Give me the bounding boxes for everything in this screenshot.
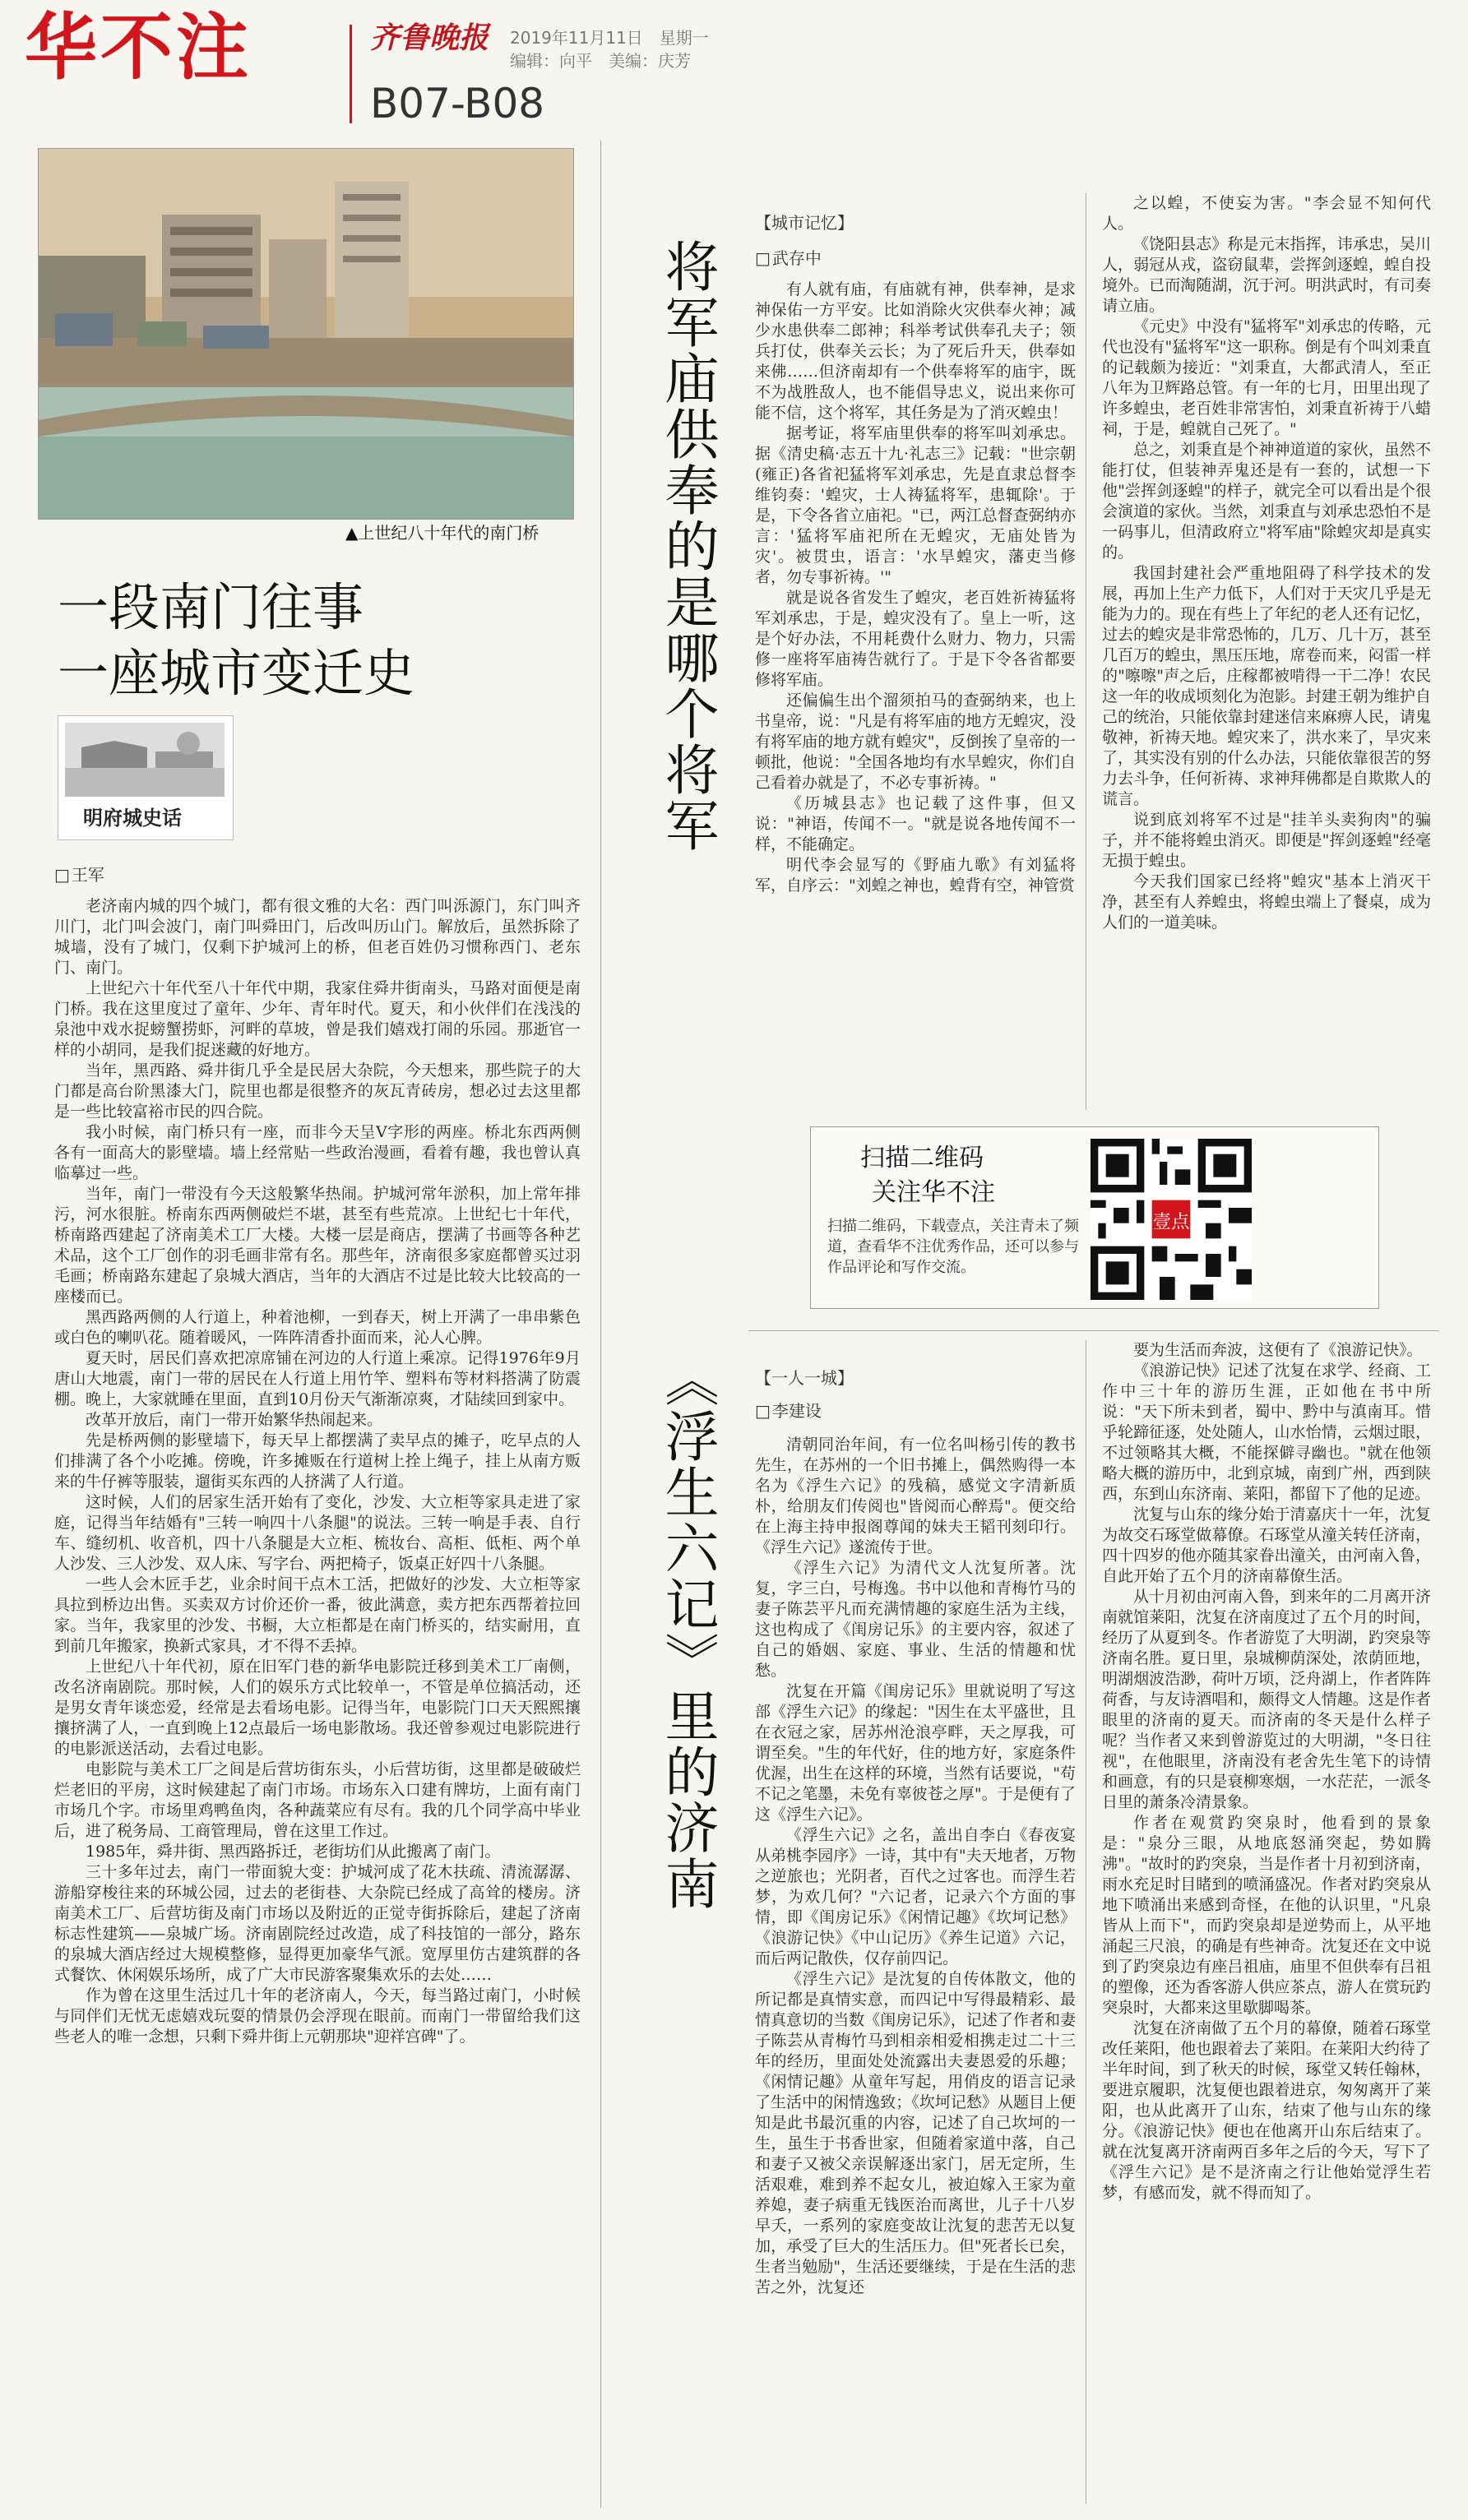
issue-date: 2019年11月11日 星期一 [510, 28, 709, 48]
qr-title-line2: 关注华不注 [872, 1178, 995, 1207]
paragraph: 作者在观赏趵突泉时，他看到的景象是："泉分三眼，从地底怒涌突起，势如腾沸"。"故时的趵突泉，当是作者十月初到济南，雨水充足时目睹到的喷涌盛况。作者对趵突泉从地下喷涌出来感到奇怪，在他的认识里，"凡泉皆从上而下"，而趵突泉却是逆势而上，从平地涌起三尺浪，的确是有些神奇。沈复还在文中说到了趵突泉边有座吕祖庙，庙里不但供奉有吕祖的塑像，还为香客游人供应茶点，游人在赏玩趵突泉时，大都来这里歇脚喝茶。 [1102, 1814, 1431, 2017]
paragraph: 有人就有庙，有庙就有神，供奉神，是求神保佑一方平安。比如消除火灾供奉火神；减少水患供奉二郎神；科举考试供奉孔夫子；领兵打仗，供奉关云长；为了死后升天，供奉如来佛……但济南却有一个供奉将军的庙宇，既不为战胜敌人，也不能倡导忠义，说出来你可能不信，这个将军，其任务是为了消灭蝗虫！ [755, 280, 1076, 422]
paragraph: 沈复在济南做了五个月的幕僚，随着石琢堂改任莱阳，他也跟着去了莱阳。在莱阳大约待了半年时间，到了秋天的时候，琢堂又转任翰林，要进京履职，沈复便也跟着进京，匆匆离开了莱阳，也从此离开了山东，结束了他与山东的缘分。《浪游记快》便也在他离开山东后结束了。就在沈复离开济南两百多年之后的今天，写下了《浮生六记》是不是济南之行让他始觉浮生若梦，有感而发，就不得而知了。 [1102, 2019, 1431, 2202]
paragraph: 1985年，舜井街、黑西路拆迁，老街坊们从此搬离了南门。 [86, 1843, 501, 1861]
paragraph: 改革开放后，南门一带开始繁华热闹起来。 [86, 1411, 383, 1429]
paragraph: 三十多年过去，南门一带面貌大变：护城河成了花木扶疏、清流潺潺、游船穿梭往来的环城公园，过去的老街巷、大杂院已经成了高耸的楼房。济南美术工厂、后营坊街及南门市场以及附近的正觉寺街拆除后，建起了济南标志性建筑——泉城广场。济南剧院经过改造，成了科技馆的一部分，路东的泉城大酒店经过大规模整修，显得更加豪华气派。宽厚里仿古建筑群的各式餐饮、休闲娱乐场所，成了广大市民游客聚集欢乐的去处…… [54, 1863, 581, 1984]
paragraph: 沈复在开篇《闺房记乐》里就说明了写这部《浮生六记》的缘起："因生在太平盛世，且在衣冠之家，居苏州沧浪亭畔，天之厚我，可谓至矣。"生的年代好，住的地方好，家庭条件优渥，出生在这样的环境，当然有话要说，"苟不记之笔墨，未免有辜彼苍之厚"。于是便有了这《浮生六记》。 [755, 1682, 1076, 1824]
paragraph: 还偏偏生出个溜须拍马的查弼纳来，也上书皇帝，说："凡是有将军庙的地方无蝗灾，没有将军庙的地方就有蝗灾"，反倒挨了皇帝的一顿批，他说："全国各地均有水旱蝗灾，你们自己看着办就是了，不必专事祈祷。" [755, 691, 1076, 792]
article3-author: □ 李建设 [755, 1398, 822, 1422]
paragraph: 就是说各省发生了蝗灾，老百姓祈祷猛将军刘承忠，于是，蝗灾没有了。皇上一听，这是个好办法，不用耗费什么财力、物力，只需修一座将军庙祷告就行了。于是下令各省都要修将军庙。 [755, 589, 1076, 689]
paragraph: 明代李会显写的《野庙九歌》有刘猛将军，自序云："刘蝗之神也，蝗背有空，神管赏 [755, 856, 1076, 895]
article2-author: □ 武存中 [755, 245, 822, 269]
article1-headline-line2: 一座城市变迁史 [58, 643, 415, 703]
paragraph: 《历城县志》也记载了这件事，但又说："神语，传闻不一。"就是说各地传闻不一样，不能确定。 [755, 794, 1076, 853]
paragraph: 《浪游记快》记述了沈复在求学、经商、工作中三十年的游历生涯，正如他在书中所说："天下所未到者，蜀中、黔中与滇南耳。惜乎轮蹄征逐，处处随人，山水怡情，云烟过眼，不过领略其大概，不能探僻寻幽也。"就在他领略大概的游历中，北到京城，南到广州，西到陕西，东到山东济南、莱阳，都留下了他的足迹。 [1102, 1362, 1431, 1503]
paragraph: 要为生活而奔波，这便有了《浪游记快》。 [1133, 1341, 1423, 1359]
editor-credits: 编辑：向平 美编：庆芳 [510, 51, 691, 71]
paragraph: 沈复与山东的缘分始于清嘉庆十一年，沈复为故交石琢堂做幕僚。石琢堂从潼关转任济南，四十四岁的他亦随其家眷出潼关，由河南入鲁，自此开始了五个月的济南幕僚生活。 [1102, 1505, 1431, 1585]
section-divider [748, 1330, 1439, 1331]
article3-column-tag: 【一人一城】 [755, 1368, 854, 1388]
article2-body-col1 [755, 280, 1076, 1102]
paragraph: 《元史》中没有"猛将军"刘承忠的传略，元代也没有"猛将军"这一职称。倒是有个叫刘秉直的记载颇为接近："刘秉直，大都武清人，至正八年为卫辉路总管。有一年的七月，田里出现了许多蝗虫，老百姓非常害怕，刘秉直祈祷于八蜡祠，于是，蝗就自己死了。" [1102, 317, 1431, 438]
qr-promo-box [810, 1126, 1379, 1309]
column-badge-label: 明府城史话 [83, 807, 182, 830]
paragraph: 总之，刘秉直是个神神道道的家伙，虽然不能打仗，但装神弄鬼还是有一套的，试想一下他"尝挥剑逐蝗"的样子，就完全可以看出是个很会演道的家伙。当然，刘秉直与刘承忠恐怕不是一码事儿，但清政府立"将军庙"除蝗灾却是真实的。 [1102, 441, 1431, 562]
qr-title-line1: 扫描二维码 [860, 1144, 984, 1172]
paragraph: 先是桥两侧的影壁墙下，每天早上都摆满了卖早点的摊子，吃早点的人们排满了各个小吃摊。傍晚，许多摊贩在行道树上拴上绳子，挂上从南方贩来的牛仔裤等服装，遛街买东西的人挤满了人行道。 [54, 1431, 581, 1491]
paragraph: 说到底刘将军不过是"挂羊头卖狗肉"的骗子，并不能将蝗虫消灭。即便是"挥剑逐蝗"经毫无损于蝗虫。 [1102, 811, 1431, 870]
paragraph: 上世纪八十年代初，原在旧军门巷的新华电影院迁移到美术工厂南侧，改名济南剧院。那时候，人们的娱乐方式比较单一，不管是单位搞活动，还是男女青年谈恋爱，经常是去看场电影。记得当年，电影院门口天天熙熙攘攘挤满了人，一直到晚上12点最后一场电影散场。我还曾参观过电影院进行的电影派送活动，去看过电影。 [54, 1658, 581, 1758]
article1-headline-line1: 一段南门往事 [58, 577, 364, 637]
paragraph: 《饶阳县志》称是元末指挥，讳承忠，吴川人，弱冠从戎，盗窃鼠辈，尝挥剑逐蝗，蝗自投境外。已而淘随湖，沉于河。明洪武时，有司奏请立庙。 [1102, 235, 1431, 315]
paragraph: 《浮生六记》是沈复的自传体散文，他的所记都是真情实意，而四记中写得最精彩、最情真意切的当数《闺房记乐》，记述了作者和妻子陈芸从青梅竹马到相亲相爱相携走过二十三年的经历，里面处处流露出夫妻恩爱的乐趣；《闲情记趣》从童年写起，用俏皮的语言记录了生活中的闲情逸致；《坎坷记愁》从题目上便知是此书最沉重的内容，记述了自己坎坷的一生，虽生于书香世家，但随着家道中落，自己和妻子又被父亲误解逐出家门，居无定所，生活艰难，难到养不起女儿，被迫嫁入王家为童养媳，妻子病重无钱医治而离世，儿子十八岁早夭，一系列的家庭变故让沈复的悲苦无以复加，承受了巨大的生活压力。但"死者长已矣，生者当勉励"，生活还要继续，于是在生活的悲苦之外，沈复还 [755, 1970, 1076, 2296]
old-south-gate-bridge-photo [38, 148, 574, 520]
paragraph: 上世纪六十年代至八十年代中期，我家住舜井街南头，马路对面便是南门桥。我在这里度过了童年、少年、青年时代。夏天，和小伙伴们在浅浅的泉池中戏水捉螃蟹捞虾，河畔的草坡，曾是我们嬉戏打闹的乐园。那逝官一样的小胡同，是我们捉迷藏的好地方。 [54, 979, 581, 1059]
masthead-divider [350, 25, 352, 123]
qr-badge: 壹点 [1152, 1211, 1190, 1233]
paragraph: 清朝同治年间，有一位名叫杨引传的教书先生，在苏州的一个旧书摊上，偶然购得一本名为《浮生六记》的残稿，感觉文字清新质朴，给朋友们传阅也"皆阅而心醉焉"。便交给在上海主持申报阁尊闻的妹夫王韬刊刻印行。《浮生六记》遂流传于世。 [755, 1436, 1076, 1556]
old-city-gate-illustration [65, 723, 225, 797]
paragraph: 老济南内城的四个城门，都有很文雅的大名：西门叫泺源门，东门叫齐川门，北门叫会波门，南门叫舜田门，后改叫历山门。解放后，虽然拆除了城墙，没有了城门，仅剩下护城河上的桥，但老百姓仍习惯称西门、老东门、南门。 [54, 897, 581, 977]
article2-body-col2 [1102, 193, 1431, 1106]
article1-body [54, 896, 581, 2508]
page-numbers: B07-B08 [370, 80, 545, 127]
paragraph: 从十月初由河南入鲁，到来年的二月离开济南就馆莱阳，沈复在济南度过了五个月的时间，经历了从夏到冬。作者游览了大明湖，趵突泉等济南名胜。夏日里，泉城柳荫深处，浓荫匝地，明湖烟波浩渺，荷叶万顷，泛舟湖上，作者阵阵荷香，与友诗酒唱和，颇得文人情趣。这是作者眼里的济南的夏天。而济南的冬天是什么样子呢？当作者又来到曾游览过的大明湖，"冬日往视"，在他眼里，济南没有老舍先生笔下的诗情和画意，有的只是衰柳寒烟，一水茫茫，一派冬日里的萧条冷清景象。 [1102, 1588, 1431, 1811]
article2-column-tag: 【城市记忆】 [755, 213, 854, 233]
paragraph: 据考证，将军庙里供奉的将军叫刘承忠。据《清史稿·志五十九·礼志三》记载："世宗朝(雍正)各省祀猛将军刘承忠，先是直隶总督李维钧奏：'蝗灾，士人祷猛将军，患辄除'。于是，下令各省立庙祀。"已，两江总督查弼纳亦言：'猛将军庙祀所在无蝗灾，无庙处皆为灾'。被贯虫，语言：'水旱蝗灾，藩吏当修者，勿专事祈祷。'" [755, 424, 1076, 586]
column-divider [600, 140, 601, 2508]
qr-description: 扫描二维码，下载壹点，关注青未了频道，查看华不注优秀作品，还可以参与作品评论和写作交流。 [827, 1218, 1079, 1276]
paragraph: 这时候，人们的居家生活开始有了变化，沙发、大立柜等家具走进了家庭，记得当年结婚有"三转一响四十八条腿"的说法。三转一响是手表、自行车、缝纫机、收音机，四十八条腿是大立柜、梳妆台、高柜、低柜、两个单人沙发、三人沙发、双人床、写字台、两把椅子，饭桌正好四十八条腿。 [54, 1493, 581, 1573]
paragraph: 《浮生六记》为清代文人沈复所著。沈复，字三白，号梅逸。书中以他和青梅竹马的妻子陈芸平凡而充满情趣的家庭生活为主线，这也构成了《闺房记乐》的主要内容，叙述了自己的婚姻、家庭、事业、生活的情趣和忧愁。 [755, 1559, 1076, 1680]
paragraph: 我国封建社会严重地阻碍了科学技术的发展，再加上生产力低下，人们对于天灾几乎是无能为力的。现在有些上了年纪的老人还有记忆，过去的蝗灾是非常恐怖的，几万、几十万，甚至几百万的蝗虫，黑压压地，席卷而来，闷雷一样的"嚓嚓"声之后，庄稼都被啃得一干二净！农民这一年的收成顷刻化为泡影。封建王朝为维护自己的统治，只能依靠封建迷信来麻痹人民，请鬼敬神，祈祷天地。蝗灾来了，洪水来了，旱灾来了，其实没有别的什么办法，只能依靠很苦的努力去斗争，任何祈祷、求神拜佛都是自欺欺人的谎言。 [1102, 564, 1431, 808]
paragraph: 电影院与美术工厂之间是后营坊街东头，小后营坊街，这里都是破破烂烂老旧的平房，这时候建起了南门市场。市场东入口建有牌坊，上面有南门市场几个字。市场里鸡鸭鱼肉，各种蔬菜应有尽有。我的几个同学高中毕业后，进了税务局、工商管理局，曾在这里工作过。 [54, 1760, 581, 1840]
photo-caption: ▲上世纪八十年代的南门桥 [345, 523, 540, 543]
article3-body-col2 [1102, 1340, 1431, 2504]
article2-headline: 将军庙供奉的是哪个将军 [655, 238, 719, 853]
paragraph: 当年，南门一带没有今天这般繁华热闹。护城河常年淤积，加上常年排污，河水很脏。桥南东西两侧破烂不堪，甚至有些荒凉。上世纪七十年代，桥南路西建起了济南美术工厂大楼。大楼一层是商店，摆满了书画等各种艺术品，这个工厂创作的羽毛画非常有名。那些年，济南很多家庭都曾买过羽毛画；桥南路东建起了泉城大酒店，当年的大酒店不过是比较大比较高的一座楼而已。 [54, 1185, 581, 1306]
paragraph: 作为曾在这里生活过几十年的老济南人，今天，每当路过南门，小时候与同伴们无忧无虑嬉戏玩耍的情景仍会浮现在眼前。而南门一带留给我们这些老人的唯一念想，只剩下舜井街上元朝那块"迎祥宫碑"了。 [54, 1986, 581, 2046]
paragraph: 今天我们国家已经将"蝗灾"基本上消灭干净，甚至有人养蝗虫，将蝗虫端上了餐桌，成为人们的一道美味。 [1102, 872, 1431, 932]
article3-headline: 《浮生六记》里的济南 [655, 1352, 719, 1912]
article3-body-col1 [755, 1435, 1076, 2504]
paragraph: 当年，黑西路、舜井街几乎全是民居大杂院，今天想来，那些院子的大门都是高台阶黑漆大门，院里也都是很整齐的灰瓦青砖房，想必过去这里都是一些比较富裕市民的四合院。 [54, 1061, 581, 1121]
paragraph: 之以蝗，不使妄为害。"李会显不知何代人。 [1102, 194, 1431, 233]
newspaper-logo: 齐鲁晚报 [370, 21, 489, 55]
paragraph: 《浮生六记》之名，盖出自李白《春夜宴从弟桃李园序》一诗，其中有"夫天地者，万物之逆旅也；光阴者，百代之过客也。而浮生若梦，为欢几何？"六记者，记录六个方面的事情，即《闺房记乐》《闲情记趣》《坎坷记愁》《浪游记快》《中山记历》《养生记道》六记，而后两记散佚，仅存前四记。 [755, 1826, 1076, 1967]
paragraph: 一些人会木匠手艺，业余时间干点木工活，把做好的沙发、大立柜等家具拉到桥边出售。买卖双方讨价还价一番，彼此满意，卖方把东西帮着拉回家。当年，我家里的沙发、书橱，大立柜都是在南门桥买的，结实耐用，直到前几年搬家，换新式家具，才不得不丢掉。 [54, 1575, 581, 1655]
column-badge [58, 715, 234, 840]
paragraph: 夏天时，居民们喜欢把凉席铺在河边的人行道上乘凉。记得1976年9月唐山大地震，南门一带的居民在人行道上用竹竿、塑料布等材料搭满了防震棚。晚上，大家就睡在里面，直到10月份天气渐渐凉爽，才陆续回到家中。 [54, 1349, 581, 1408]
paragraph: 我小时候，南门桥只有一座，而非今天呈V字形的两座。桥北东西两侧各有一面高大的影壁墙。墙上经常贴一些政治漫画，看着有趣，我也曾认真临摹过一些。 [54, 1123, 581, 1182]
qr-code-icon[interactable] [1091, 1139, 1252, 1300]
article1-author: □ 王军 [54, 862, 104, 885]
paragraph: 黑西路两侧的人行道上，种着池柳，一到春天，树上开满了一串串紫色或白色的喇叭花。随着暖风，一阵阵清香扑面而来，沁人心脾。 [54, 1308, 581, 1347]
masthead-title: 华不注 [25, 5, 252, 90]
